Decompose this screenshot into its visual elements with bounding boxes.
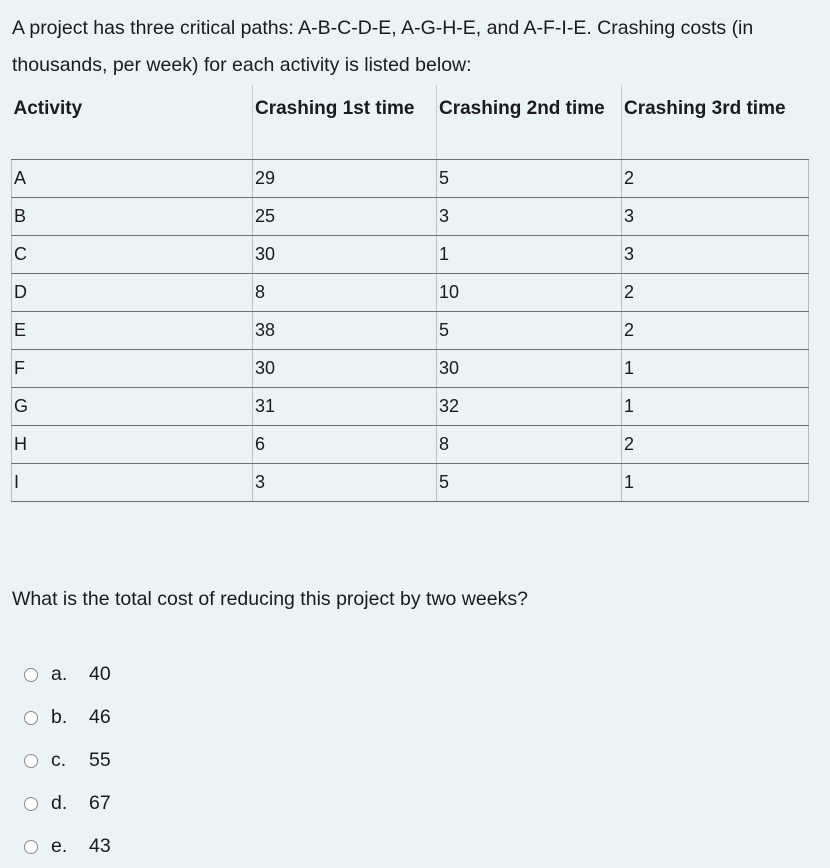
- option-value: 67: [89, 792, 111, 814]
- crash-1st-cell: 30: [253, 350, 437, 388]
- crash-3rd-cell: 1: [622, 464, 809, 502]
- header-activity: Activity: [12, 85, 253, 160]
- activity-cell: A: [12, 160, 253, 198]
- crash-2nd-cell: 3: [437, 198, 622, 236]
- option-value: 43: [89, 835, 111, 857]
- option-value: 55: [89, 749, 111, 771]
- crash-3rd-cell: 3: [622, 236, 809, 274]
- crash-3rd-cell: 2: [622, 160, 809, 198]
- question-text: What is the total cost of reducing this project by two weeks?: [12, 588, 528, 610]
- option-value: 46: [89, 706, 111, 728]
- crash-2nd-cell: 30: [437, 350, 622, 388]
- crash-3rd-cell: 2: [622, 426, 809, 464]
- table-row: [12, 426, 809, 464]
- crash-2nd-cell: 1: [437, 236, 622, 274]
- option-letter: e.: [51, 835, 68, 857]
- activity-cell: D: [12, 274, 253, 312]
- crash-2nd-cell: 5: [437, 312, 622, 350]
- table-header-row: [12, 85, 809, 160]
- radio-button-icon[interactable]: [24, 840, 38, 854]
- crash-2nd-cell: 8: [437, 426, 622, 464]
- crash-2nd-cell: 32: [437, 388, 622, 426]
- crash-2nd-cell: 5: [437, 464, 622, 502]
- header-crash-1st: Crashing 1st time: [253, 85, 437, 160]
- crash-3rd-cell: 1: [622, 350, 809, 388]
- header-crash-2nd: Crashing 2nd time: [437, 85, 622, 160]
- crash-1st-cell: 30: [253, 236, 437, 274]
- crash-1st-cell: 6: [253, 426, 437, 464]
- crash-2nd-cell: 10: [437, 274, 622, 312]
- option-letter: c.: [51, 749, 67, 771]
- crashing-cost-table: [11, 85, 809, 502]
- option-value: 40: [89, 663, 111, 685]
- option-letter: d.: [51, 792, 68, 814]
- radio-button-icon[interactable]: [24, 754, 38, 768]
- option-b[interactable]: [24, 696, 111, 739]
- table-row: [12, 312, 809, 350]
- option-letter: b.: [51, 706, 68, 728]
- option-a[interactable]: [24, 653, 111, 696]
- question-intro: A project has three critical paths: A-B-C-D-E, A-G-H-E, and A-F-I-E. Crashing costs (in thousands, per week) for each activity is listed below:: [12, 17, 754, 76]
- crash-1st-cell: 31: [253, 388, 437, 426]
- activity-cell: E: [12, 312, 253, 350]
- option-letter: a.: [51, 663, 68, 685]
- option-c[interactable]: [24, 739, 111, 782]
- option-d[interactable]: [24, 782, 111, 825]
- activity-cell: H: [12, 426, 253, 464]
- table-row: [12, 350, 809, 388]
- activity-cell: G: [12, 388, 253, 426]
- table-row: [12, 236, 809, 274]
- table-row: [12, 274, 809, 312]
- crash-3rd-cell: 3: [622, 198, 809, 236]
- table-row: [12, 198, 809, 236]
- crash-3rd-cell: 2: [622, 312, 809, 350]
- crash-1st-cell: 25: [253, 198, 437, 236]
- activity-cell: C: [12, 236, 253, 274]
- radio-button-icon[interactable]: [24, 797, 38, 811]
- crash-1st-cell: 3: [253, 464, 437, 502]
- activity-cell: F: [12, 350, 253, 388]
- table-row: [12, 388, 809, 426]
- header-crash-3rd: Crashing 3rd time: [622, 85, 809, 160]
- option-e[interactable]: [24, 825, 111, 868]
- answer-options: [24, 653, 111, 868]
- activity-cell: B: [12, 198, 253, 236]
- activity-cell: I: [12, 464, 253, 502]
- crash-2nd-cell: 5: [437, 160, 622, 198]
- crash-1st-cell: 8: [253, 274, 437, 312]
- radio-button-icon[interactable]: [24, 711, 38, 725]
- table-row: [12, 464, 809, 502]
- radio-button-icon[interactable]: [24, 668, 38, 682]
- crash-1st-cell: 38: [253, 312, 437, 350]
- crash-3rd-cell: 1: [622, 388, 809, 426]
- crash-1st-cell: 29: [253, 160, 437, 198]
- table-row: [12, 160, 809, 198]
- crash-3rd-cell: 2: [622, 274, 809, 312]
